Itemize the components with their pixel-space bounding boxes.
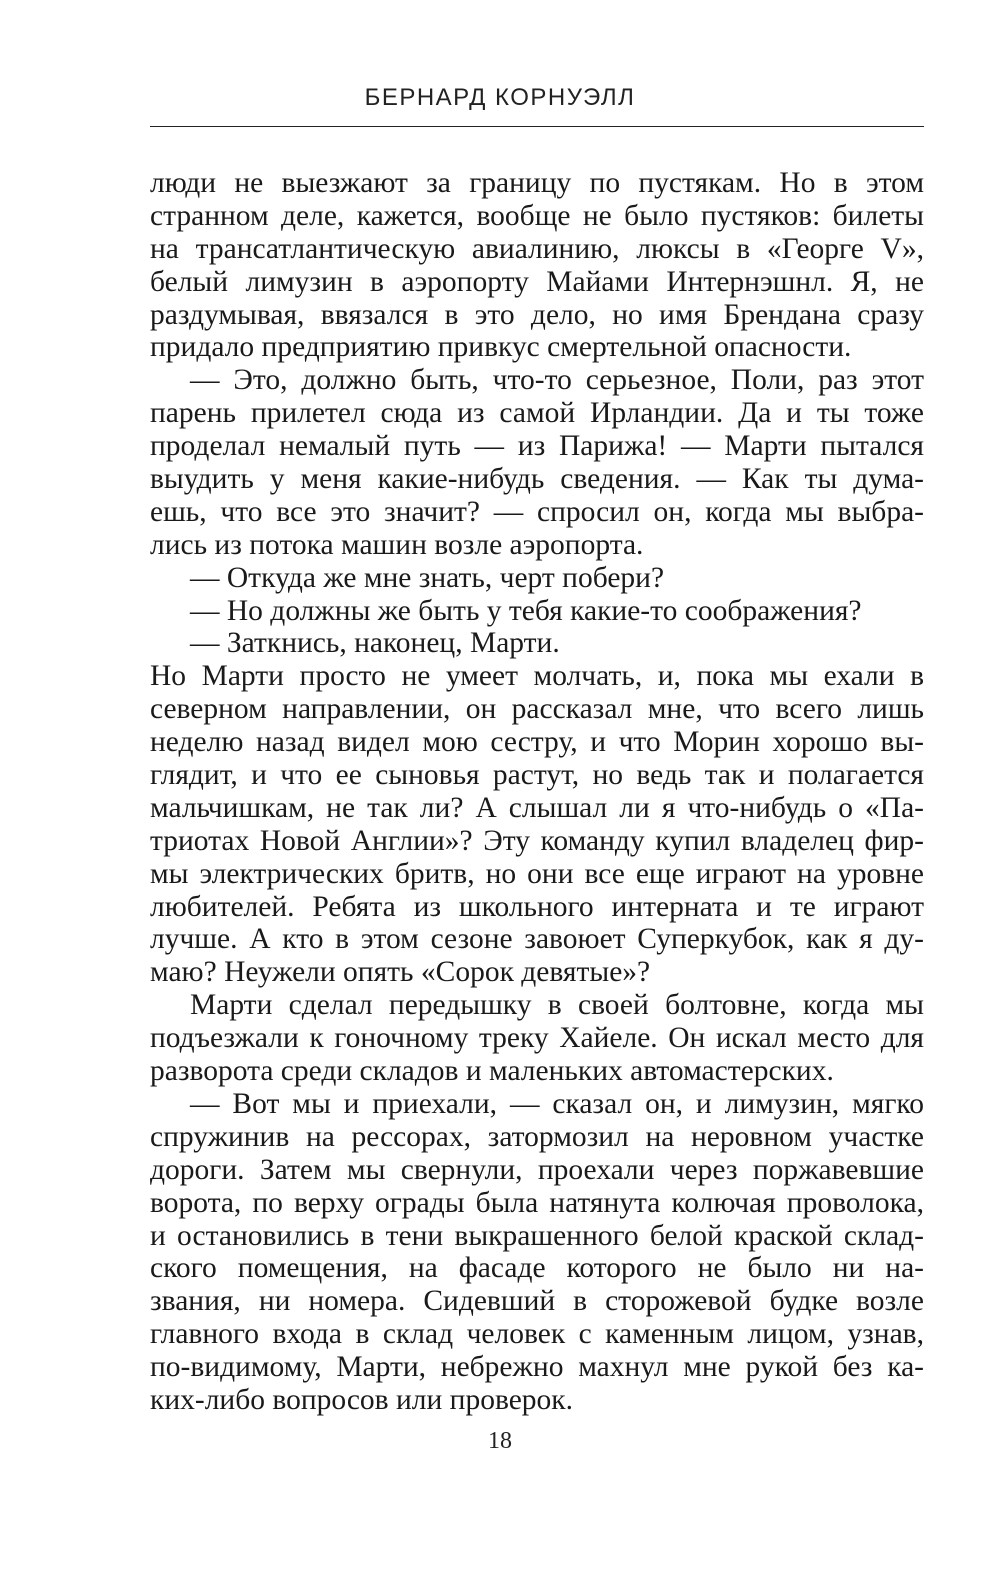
header-rule [150, 126, 924, 127]
text-line: парень прилетел сюда из самой Ирландии. Да и ты тоже [150, 397, 924, 430]
text-line: и остановились в тени выкрашенного белой краской склад- [150, 1219, 924, 1252]
text-line: — Откуда же мне знать, черт побери? [190, 561, 665, 594]
text-line: северном направлении, он рассказал мне, что всего лишь [150, 693, 924, 726]
text-line: неделю назад видел мою сестру, и что Морин хорошо вы- [150, 726, 924, 759]
text-line: главного входа в склад человек с каменным лицом, узнав, [150, 1318, 924, 1351]
text-line: подъезжали к гоночному треку Хайеле. Он искал место для [150, 1022, 924, 1055]
text-line: ского помещения, на фасаде которого не было ни на- [150, 1252, 924, 1285]
text-line: — Это, должно быть, что-то серьезное, Поли, раз этот [190, 364, 924, 397]
text-line: люди не выезжают за границу по пустякам. Но в этом [150, 167, 924, 199]
text-line: ворота, по верху ограды была натянута колючая проволока, [150, 1186, 924, 1219]
text-line: белый лимузин в аэропорту Майами Интернэшнл. Я, не [150, 265, 924, 298]
text-line: — Вот мы и приехали, — сказал он, и лимузин, мягко [190, 1087, 924, 1120]
text-line: разворота среди складов и маленьких автомастерских. [150, 1055, 834, 1088]
text-line: глядит, и что ее сыновья растут, но ведь так и полагается [150, 759, 924, 792]
text-line: — Но должны же быть у тебя какие-то соображения? [190, 594, 862, 627]
text-line: ких-либо вопросов или проверок. [150, 1383, 573, 1416]
text-line: по-видимому, Марти, небрежно махнул мне рукой без ка- [150, 1351, 924, 1384]
text-line: лучше. А кто в этом сезоне завоюет Суперкубок, как я ду- [150, 923, 924, 956]
text-line: Но Марти просто не умеет молчать, и, пока мы ехали в [150, 660, 924, 693]
text-line: триотах Новой Англии»? Эту команду купил владелец фир- [150, 824, 924, 857]
text-line: маю? Неужели опять «Сорок девятые»? [150, 956, 651, 989]
text-line: звания, ни номера. Сидевший в сторожевой будке возле [150, 1285, 924, 1318]
text-line: дороги. Затем мы свернули, проехали через поржавевшие [150, 1153, 924, 1186]
text-line: Марти сделал передышку в своей болтовне, когда мы [190, 989, 924, 1022]
text-line: раздумывая, ввязался в это дело, но имя Брендана сразу [150, 298, 924, 331]
text-line: лись из потока машин возле аэропорта. [150, 528, 644, 561]
text-line: спружинив на рессорах, затормозил на неровном участке [150, 1120, 924, 1153]
text-line: выудить у меня какие-нибудь сведения. — Как ты дума- [150, 463, 924, 496]
text-line: мы электрических бритв, но они все еще играют на уровне [150, 857, 924, 890]
text-line: странном деле, кажется, вообще не было пустяков: билеты [150, 199, 924, 232]
body-text [150, 167, 924, 1417]
text-line: мальчишкам, не так ли? А слышал ли я что-нибудь о «Па- [150, 791, 924, 824]
text-line: проделал немалый путь — из Парижа! — Марти пытался [150, 430, 924, 463]
text-line: — Заткнись, наконец, Марти. [190, 627, 560, 660]
page-number: 18 [488, 1428, 512, 1454]
text-line: любителей. Ребята из школьного интерната и те играют [150, 890, 924, 923]
text-line: придало предприятию привкус смертельной опасности. [150, 331, 852, 364]
running-title: БЕРНАРД КОРНУЭЛЛ [364, 84, 636, 111]
text-line: ешь, что все это значит? — спросил он, когда мы выбра- [150, 495, 924, 528]
text-line: на трансатлантическую авиалинию, люксы в «Георге V», [150, 232, 924, 265]
